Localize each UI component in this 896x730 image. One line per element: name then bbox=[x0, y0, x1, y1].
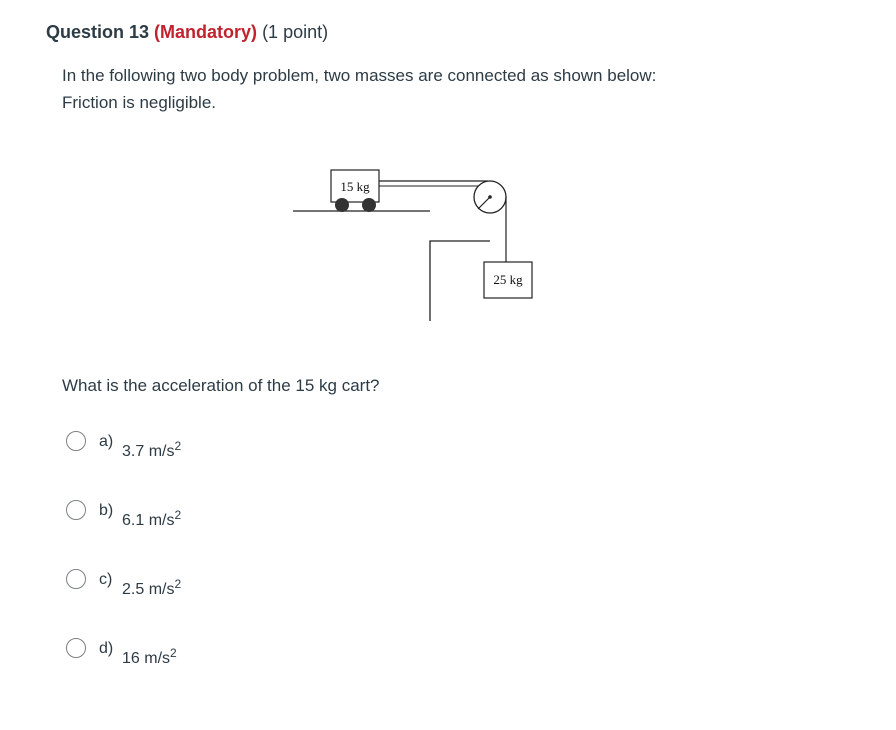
hanging-mass-label: 25 kg bbox=[493, 272, 523, 287]
option-value: 6.1 $m/s^2$ bbox=[122, 508, 182, 529]
option-value: 16 $m/s^2$ bbox=[122, 646, 177, 667]
option-letter: a) bbox=[99, 433, 114, 450]
option-letter: d) bbox=[99, 640, 114, 657]
cart-label: 15 kg bbox=[340, 179, 370, 194]
points-label: (1 point) bbox=[262, 22, 329, 42]
cart-wheel-right bbox=[362, 198, 376, 212]
radio-button[interactable] bbox=[66, 638, 86, 658]
pulley-axle bbox=[488, 195, 492, 199]
option-value: 2.5 $m/s^2$ bbox=[122, 577, 182, 598]
question-number: Question 13 bbox=[46, 22, 150, 42]
radio-button[interactable] bbox=[66, 569, 86, 589]
option-value: 3.7 $m/s^2$ bbox=[122, 439, 182, 460]
cart-wheel-left bbox=[335, 198, 349, 212]
mandatory-label: (Mandatory) bbox=[154, 22, 258, 42]
radio-button[interactable] bbox=[66, 500, 86, 520]
question-prompt: What is the acceleration of the 15 kg cart? bbox=[62, 376, 380, 395]
question-text-line-1: In the following two body problem, two masses are connected as shown below: bbox=[62, 66, 657, 85]
question-text-line-2: Friction is negligible. bbox=[62, 93, 217, 112]
option-letter: b) bbox=[99, 502, 114, 519]
option-letter: c) bbox=[99, 571, 113, 588]
table-edge bbox=[430, 241, 490, 321]
radio-button[interactable] bbox=[66, 431, 86, 451]
